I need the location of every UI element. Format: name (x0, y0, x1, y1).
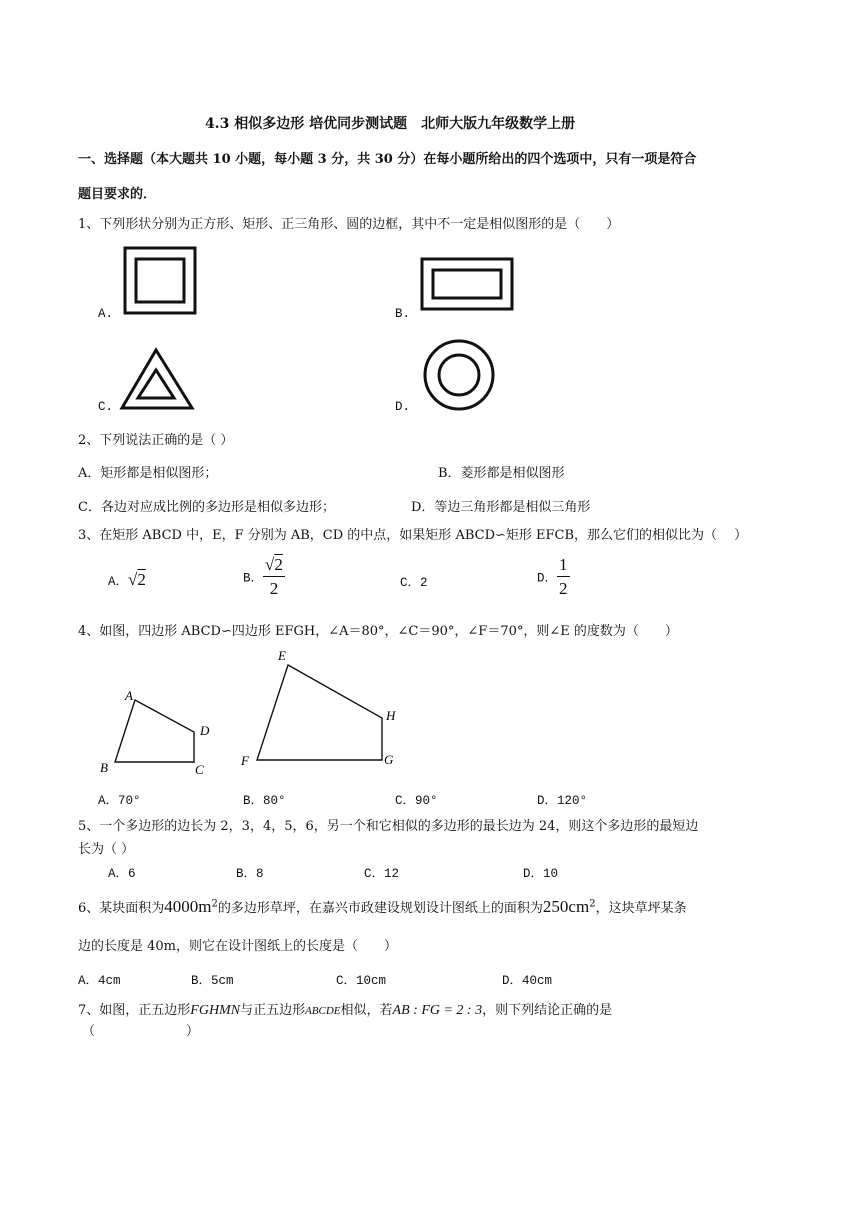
sqrt-sign: √ (265, 555, 275, 574)
q6-area2-num: 250 (542, 897, 569, 916)
circle-frame-figure (420, 336, 500, 416)
square-frame-figure (120, 243, 200, 318)
q7-abcde: ABCDE (305, 1005, 341, 1017)
q6-stem-line2: 边的长度是 40m，则它在设计图纸上的长度是（ ） (78, 939, 398, 954)
q7-stem-pre: 7、如图，正五边形 (78, 1003, 191, 1018)
q5-option-b: B．8 (236, 867, 264, 881)
q4-option-c: C．90° (395, 794, 438, 808)
q6-area2-unit: cm (568, 897, 590, 916)
q3-option-b-fraction (263, 556, 285, 597)
q3-stem: 3、在矩形 ABCD 中，E，F 分别为 AB，CD 的中点，如果矩形 ABCD∽矩形 EFCB，那么它们的相似比为（ ） (78, 528, 748, 543)
label-f: F (241, 753, 249, 768)
q3-option-a-radicand: 2 (137, 570, 146, 589)
q6-option-a: A．4cm (78, 974, 121, 988)
q6-area1-unit: m (198, 897, 212, 916)
q1-option-b: B. (395, 307, 411, 321)
q6-stem-mid: 的多边形草坪，在嘉兴市政建设规划设计图纸上的面积为 (217, 901, 543, 916)
q3-option-d-numerator: 1 (557, 556, 570, 577)
q7-stem-post: ，则下列结论正确的是 (482, 1003, 613, 1018)
quadrilateral-efgh (257, 665, 382, 760)
page-title: 4.3 相似多边形 培优同步测试题 北师大版九年级数学上册 (205, 116, 576, 132)
q7-stem (78, 999, 612, 1019)
label-e: E (278, 648, 286, 663)
section-heading-line2: 题目要求的． (78, 187, 157, 202)
label-a: A (125, 688, 133, 703)
q3-option-c: C．2 (400, 576, 428, 590)
q4-stem: 4、如图，四边形 ABCD∽四边形 EFGH，∠A＝80°，∠C＝90°，∠F＝70°，则∠E 的度数为（ ） (78, 624, 678, 639)
q6-option-d: D．40cm (502, 974, 553, 988)
q7-stem-mid: 与正五边形 (240, 1003, 306, 1018)
q3-option-d-denominator: 2 (559, 579, 568, 598)
q4-option-d: D．120° (537, 794, 588, 808)
q1-option-a: A. (98, 307, 114, 321)
q2-option-b: B．菱形都是相似图形 (438, 466, 565, 481)
q2-option-d: D．等边三角形都是相似三角形 (411, 500, 591, 515)
q2-option-c: C．各边对应成比例的多边形是相似多边形； (78, 500, 335, 515)
q5-option-c: C．12 (364, 867, 400, 881)
section-heading-line1: 一、选择题（本大题共 10 小题，每小题 3 分，共 30 分）在每小题所给出的四个选项中，只有一项是符合 (78, 152, 697, 167)
q1-option-d: D. (395, 400, 411, 414)
label-c: C (195, 762, 204, 777)
q2-stem: 2、下列说法正确的是（ ） (78, 433, 234, 448)
q4-option-b: B．80° (243, 794, 286, 808)
q6-option-b: B．5cm (191, 974, 234, 988)
q2-option-a: A．矩形都是相似图形； (78, 466, 218, 481)
label-d: D (200, 723, 210, 738)
q3-option-b-radicand: 2 (274, 555, 283, 574)
label-h: H (386, 708, 396, 723)
q6-option-c: C．10cm (336, 974, 387, 988)
q6-stem-pre: 6、某块面积为 (78, 901, 165, 916)
q7-ratio: AB : FG = 2 : 3 (392, 1003, 483, 1018)
q6-area1-sup: 2 (211, 898, 218, 910)
q7-answer-bracket: （ ） (82, 1024, 200, 1039)
q5-stem-line2: 长为（ ） (78, 842, 135, 857)
q3-option-d-label: D． (537, 571, 558, 586)
q7-fghmn: FGHMN (190, 1003, 241, 1018)
quadrilateral-abcd (115, 700, 194, 762)
q5-stem-line1: 5、一个多边形的边长为 2，3，4，5，6，另一个和它相似的多边形的最长边为 24，则这个多边形的最短边 (78, 819, 699, 834)
q3-option-b-denominator: 2 (269, 579, 279, 598)
q3-option-b (243, 556, 285, 597)
q4-option-a: A．70° (98, 794, 141, 808)
q3-option-a (108, 570, 146, 590)
label-b: B (100, 760, 108, 775)
q5-option-a: A．6 (108, 867, 136, 881)
q6-stem-line1 (78, 897, 687, 917)
q3-option-b-numerator (263, 556, 285, 577)
q6-area1-num: 4000 (164, 897, 199, 916)
q3-option-b-label: B． (243, 571, 264, 586)
q3-option-d (537, 556, 570, 597)
q3-option-a-label: A． (108, 575, 129, 589)
rectangle-frame-figure (418, 254, 518, 314)
q6-stem-post: ，这块草坪某条 (595, 901, 687, 916)
q7-stem-mid2: 相似，若 (340, 1003, 393, 1018)
quadrilateral-figures (90, 640, 420, 785)
q6-area2-sup: 2 (589, 898, 596, 910)
q5-option-d: D．10 (523, 867, 559, 881)
q1-option-c: C. (98, 400, 114, 414)
q3-option-d-fraction (557, 556, 570, 597)
sqrt-sign: √ (128, 570, 138, 589)
triangle-frame-figure (118, 344, 198, 414)
label-g: G (384, 752, 394, 767)
q1-stem: 1、下列形状分别为正方形、矩形、正三角形、圆的边框，其中不一定是相似图形的是（ ） (78, 217, 620, 232)
